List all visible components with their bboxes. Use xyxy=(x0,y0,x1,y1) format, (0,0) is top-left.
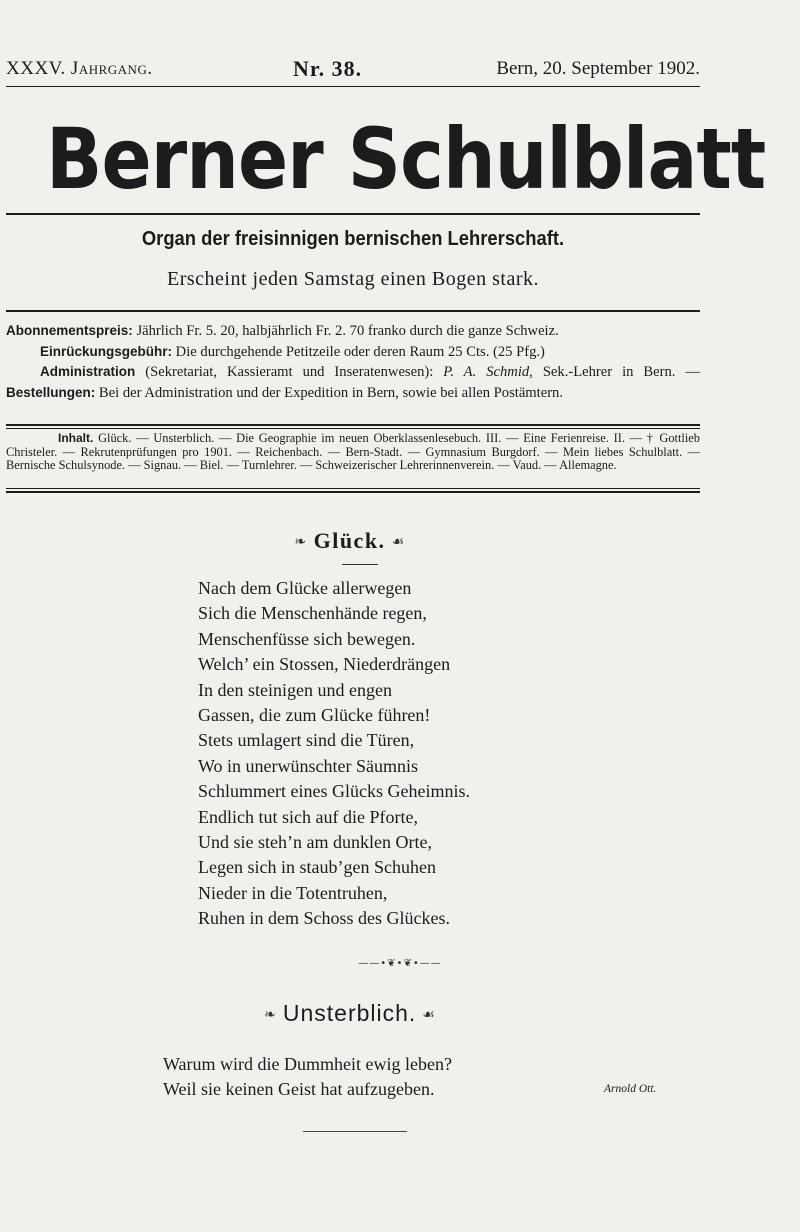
newspaper-title: Berner Schulblatt xyxy=(46,110,766,208)
best-text: Bei der Administration und der Expedition in Bern, sowie bei allen Postämtern. xyxy=(98,384,563,401)
poem-line: Legen sich in staub’gen Schuhen xyxy=(198,857,436,878)
issue-number: Nr. 38. xyxy=(293,56,363,81)
poem-line: Nieder in die Totentruhen, xyxy=(198,882,388,903)
volume-label: XXXV. Jahrgang. xyxy=(6,58,153,79)
poem-line: Menschenfüsse sich bewegen. xyxy=(198,628,416,649)
poem-line: Schlummert eines Glücks Geheimnis. xyxy=(198,781,470,802)
poem-line: Und sie steh’n am dunklen Orte, xyxy=(198,832,432,853)
poem-line: Endlich tut sich auf die Pforte, xyxy=(198,806,418,827)
admin-text: (Sekretariat, Kassieramt und Inseratenwesen): xyxy=(145,364,434,380)
best-label: Bestellungen: xyxy=(6,384,96,400)
newspaper-subtitle: Organ der freisinnigen bernischen Lehrerschaft. xyxy=(141,228,565,250)
bottom-rule xyxy=(303,1131,407,1132)
poem-line: Welch’ ein Stossen, Niederdrängen xyxy=(198,654,451,675)
issue-date: Bern, 20. September 1902. xyxy=(496,58,700,79)
poem-unsterblich-title xyxy=(180,1000,520,1027)
poem-line: Warum wird die Dummheit ewig leben? xyxy=(163,1054,452,1074)
fleuron-right-icon: ☙ xyxy=(422,1006,436,1023)
poem-line: Nach dem Glücke allerwegen xyxy=(198,578,412,598)
admin-label: Administration xyxy=(40,364,136,379)
admin-name: P. A. Schmid, xyxy=(443,364,533,380)
fleuron-left-icon: ❧ xyxy=(294,535,308,551)
contents-text: Glück. — Unsterblich. — Die Geographie im neuen Oberklassenlesebuch. III. — Eine Ferienreise. II. — † Gottlieb Christeler. — Rekrutenprüfungen pro 1901. — Reichenbach. — Bern-Stadt. — Gymnasium Burgdorf. — Mein liebes Schulblatt. — Bernische Schulsynode. — Signau. — Biel. — Turnlehrer. — Schweizerischer Lehrerinnenverein. — Vaud. — Allemagne. xyxy=(6,431,700,473)
poem-glueck-title xyxy=(200,528,500,554)
abo-text: Jährlich Fr. 5. 20, halbjährlich Fr. 2. 70 franko durch die ganze Schweiz. xyxy=(136,323,559,339)
contents-top-rule-thin xyxy=(6,428,700,429)
contents-bottom-rule-thin xyxy=(6,488,700,489)
subscription-info xyxy=(6,321,700,403)
abo-label: Abonnementspreis: xyxy=(6,323,133,338)
ornamental-divider-icon: ——•❦•❦•—— xyxy=(358,958,442,969)
poem-line: In den steinigen und engen xyxy=(198,679,392,700)
title-underline xyxy=(342,564,378,565)
fleuron-right-icon: ☙ xyxy=(391,535,406,551)
poem-author: Arnold Ott. xyxy=(604,1083,657,1095)
poem-line: Weil sie keinen Geist hat aufzugeben. xyxy=(163,1079,435,1099)
contents-bottom-rule xyxy=(6,491,700,493)
poem-line: Stets umlagert sind die Türen, xyxy=(198,730,415,751)
poem-line: Wo in unerwünschter Säumnis xyxy=(198,755,419,776)
info-top-rule xyxy=(6,310,700,312)
poem-glueck xyxy=(198,576,598,932)
poem-line: Sich die Menschenhände regen, xyxy=(198,603,427,624)
einr-text: Die durchgehende Petitzeile oder deren Raum 25 Cts. (25 Pfg.) xyxy=(175,343,545,360)
masthead-rule xyxy=(6,86,700,87)
publication-tagline: Erscheint jeden Samstag einen Bogen stark. xyxy=(166,268,539,290)
poem-line: Ruhen in dem Schoss des Glückes. xyxy=(198,908,450,929)
table-of-contents xyxy=(6,432,700,473)
title-rule xyxy=(6,213,700,215)
contents-top-rule xyxy=(6,424,700,426)
fleuron-left-icon: ❧ xyxy=(264,1006,277,1023)
admin-text2: Sek.-Lehrer in Bern. — xyxy=(542,364,700,380)
poem-line: Gassen, die zum Glücke führen! xyxy=(198,705,431,726)
glueck-title-text: Glück. xyxy=(313,528,386,553)
unsterblich-title-text: Unsterblich. xyxy=(282,1000,417,1026)
masthead-line xyxy=(6,58,700,84)
einr-label: Einrückungsgebühr: xyxy=(40,343,173,359)
contents-label: Inhalt. xyxy=(58,431,94,445)
